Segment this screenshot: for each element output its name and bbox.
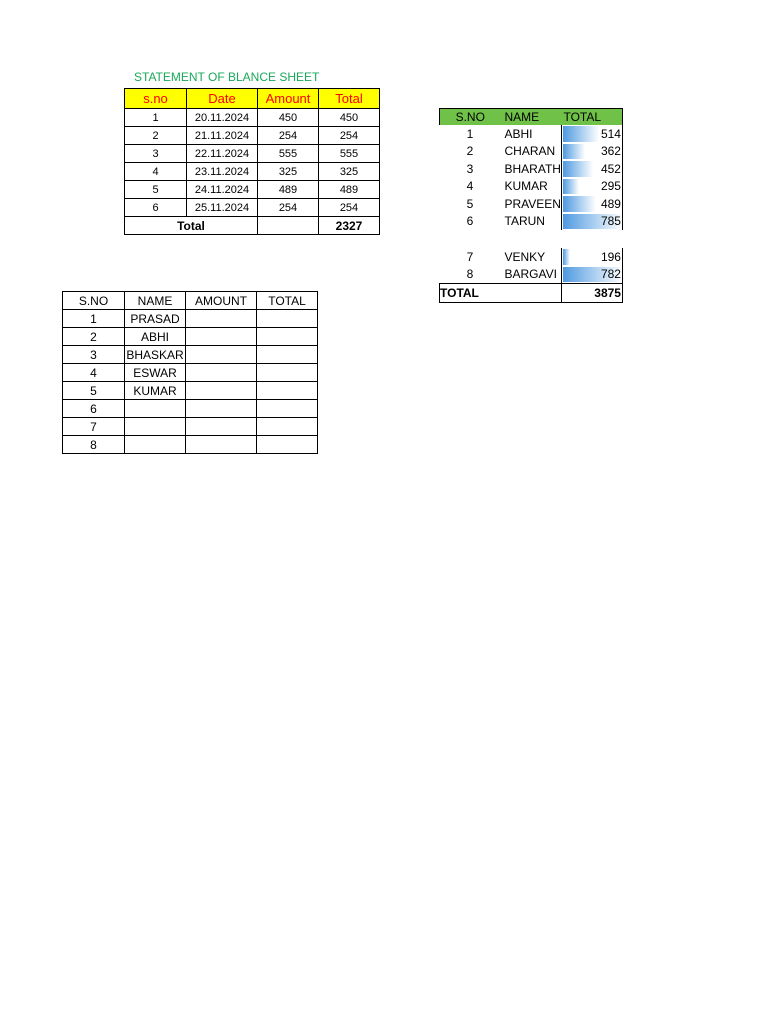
table-cell[interactable] [257,400,318,418]
total-value: 362 [600,144,621,159]
balance-sheet-title: STATEMENT OF BLANCE SHEET [134,70,320,84]
table-cell[interactable] [186,310,257,328]
header-cell[interactable]: TOTAL [561,109,622,126]
totals-table [439,108,623,303]
table-cell[interactable]: 450 [258,109,319,127]
table-cell[interactable]: 254 [258,199,319,217]
total-cell[interactable] [561,178,622,196]
table-cell[interactable] [257,328,318,346]
table-row [125,163,380,181]
total-cell[interactable] [561,125,622,143]
name-cell[interactable]: VENKY [504,249,546,264]
table-row [63,346,318,364]
data-bar [563,179,579,195]
sno-cell[interactable]: 4 [466,179,474,194]
total-value: 295 [600,179,621,194]
total-cell[interactable] [561,248,622,266]
table-cell[interactable]: 1 [125,109,187,127]
table-cell[interactable] [186,382,257,400]
totals-table-header-row [440,109,623,126]
data-bar [563,196,596,212]
table-cell[interactable]: BHASKAR [126,347,184,362]
total-value: 514 [600,126,621,141]
data-bar [563,144,585,160]
table-cell[interactable]: 4 [125,163,187,181]
table-row [125,199,380,217]
table-row [63,436,318,454]
total-cell[interactable] [561,266,622,284]
table-row [63,328,318,346]
table-cell[interactable] [257,436,318,454]
table-cell[interactable] [186,364,257,382]
sno-cell[interactable]: 3 [466,161,474,176]
table-row [63,418,318,436]
data-bar [563,161,593,177]
table-cell[interactable]: 489 [258,181,319,199]
empty-cell[interactable] [258,217,319,235]
table-row [440,125,623,143]
header-cell[interactable]: Date [187,89,258,109]
table-cell[interactable]: 1 [63,310,125,328]
total-label-cell[interactable]: TOTAL [440,284,501,303]
table-row [63,400,318,418]
table-row [125,109,380,127]
table-cell[interactable] [257,364,318,382]
total-value: 452 [600,161,621,176]
table-cell[interactable] [257,418,318,436]
header-cell[interactable]: S.NO [440,109,501,126]
total-cell[interactable] [561,143,622,161]
table-cell[interactable]: 3 [125,145,187,163]
table-cell[interactable] [186,418,257,436]
header-cell[interactable]: S.NO [63,292,125,310]
table-cell[interactable] [186,328,257,346]
table-row [440,143,623,161]
table-cell[interactable]: 2 [63,328,125,346]
table-cell[interactable] [125,436,186,454]
table-row [440,195,623,213]
table-cell[interactable] [257,310,318,328]
sno-cell[interactable]: 1 [466,126,474,141]
sno-cell[interactable]: 2 [466,144,474,159]
table-row [125,145,380,163]
table-cell[interactable]: 23.11.2024 [187,163,258,181]
table-cell[interactable]: 6 [63,400,125,418]
table-cell[interactable]: 254 [319,199,380,217]
sno-cell[interactable]: 8 [466,267,474,282]
table-row [125,127,380,145]
table-cell[interactable]: 6 [125,199,187,217]
name-cell[interactable]: KUMAR [504,179,548,194]
names-table-header-row [63,292,318,310]
sno-cell[interactable]: 6 [466,214,474,229]
name-cell[interactable]: BHARATH [504,161,561,176]
table-cell[interactable]: 24.11.2024 [187,181,258,199]
names-table [62,291,318,454]
total-cell[interactable] [561,230,622,248]
table-row [440,248,623,266]
table-row [63,364,318,382]
table-row [63,382,318,400]
table-cell[interactable]: 20.11.2024 [187,109,258,127]
header-cell[interactable]: s.no [125,89,187,109]
balance-sheet-table [124,88,380,235]
table-cell[interactable]: 325 [319,163,380,181]
table-cell[interactable]: 555 [319,145,380,163]
table-cell[interactable]: 22.11.2024 [187,145,258,163]
header-cell[interactable]: AMOUNT [186,292,257,310]
sno-cell[interactable] [440,230,501,248]
name-cell[interactable]: TARUN [504,214,545,229]
name-cell[interactable]: CHARAN [504,144,556,159]
table-row [440,160,623,178]
table-cell[interactable] [186,400,257,418]
name-cell[interactable]: BARGAVI [504,267,557,282]
name-cell[interactable]: ABHI [504,126,533,141]
table-cell[interactable] [257,382,318,400]
table-cell[interactable]: 2 [125,127,187,145]
table-row [440,230,623,248]
data-bar [563,249,570,265]
total-cell[interactable] [561,213,622,231]
table-cell[interactable]: 489 [319,181,380,199]
table-row [440,178,623,196]
total-value: 196 [600,249,621,264]
table-cell[interactable]: 325 [258,163,319,181]
data-bar [563,126,599,142]
header-cell[interactable]: Total [319,89,380,109]
table-cell[interactable]: 555 [258,145,319,163]
header-cell[interactable]: NAME [501,109,562,126]
table-row [125,181,380,199]
table-cell[interactable]: ABHI [125,328,186,346]
table-cell[interactable]: 254 [258,127,319,145]
table-cell[interactable]: 25.11.2024 [187,199,258,217]
total-value: 489 [600,196,621,211]
total-label-cell[interactable]: Total [125,217,258,235]
header-cell[interactable]: Amount [258,89,319,109]
balance-sheet-header-row [125,89,380,109]
table-row [440,213,623,231]
table-cell[interactable]: ESWAR [125,364,186,382]
table-cell[interactable]: 8 [63,436,125,454]
table-cell[interactable]: 5 [125,181,187,199]
table-cell[interactable]: KUMAR [125,382,186,400]
table-cell[interactable] [186,436,257,454]
sno-cell[interactable]: 5 [466,196,474,211]
total-value-cell[interactable]: 2327 [319,217,380,235]
sno-cell[interactable]: 7 [466,249,474,264]
totals-table-total-row [440,284,623,303]
total-cell[interactable] [561,160,622,178]
table-row [440,266,623,284]
total-value: 782 [600,267,621,282]
total-value: 785 [600,214,621,229]
table-cell[interactable] [125,418,186,436]
total-value-cell[interactable]: 3875 [561,284,622,303]
table-cell[interactable] [125,400,186,418]
table-cell[interactable] [257,346,318,364]
table-cell[interactable]: 5 [63,382,125,400]
total-cell[interactable] [561,195,622,213]
table-cell[interactable]: 450 [319,109,380,127]
table-cell[interactable]: PRASAD [125,310,186,328]
table-cell[interactable]: 254 [319,127,380,145]
table-cell[interactable] [186,346,257,364]
header-cell[interactable]: NAME [125,292,186,310]
table-cell[interactable]: 3 [63,346,125,364]
table-cell[interactable]: 4 [63,364,125,382]
table-cell[interactable]: 7 [63,418,125,436]
name-cell[interactable] [501,230,562,248]
empty-cell[interactable] [501,284,562,303]
table-cell[interactable]: 21.11.2024 [187,127,258,145]
table-row [63,310,318,328]
balance-sheet-total-row [125,217,380,235]
header-cell[interactable]: TOTAL [257,292,318,310]
name-cell[interactable]: PRAVEEN [504,196,561,211]
